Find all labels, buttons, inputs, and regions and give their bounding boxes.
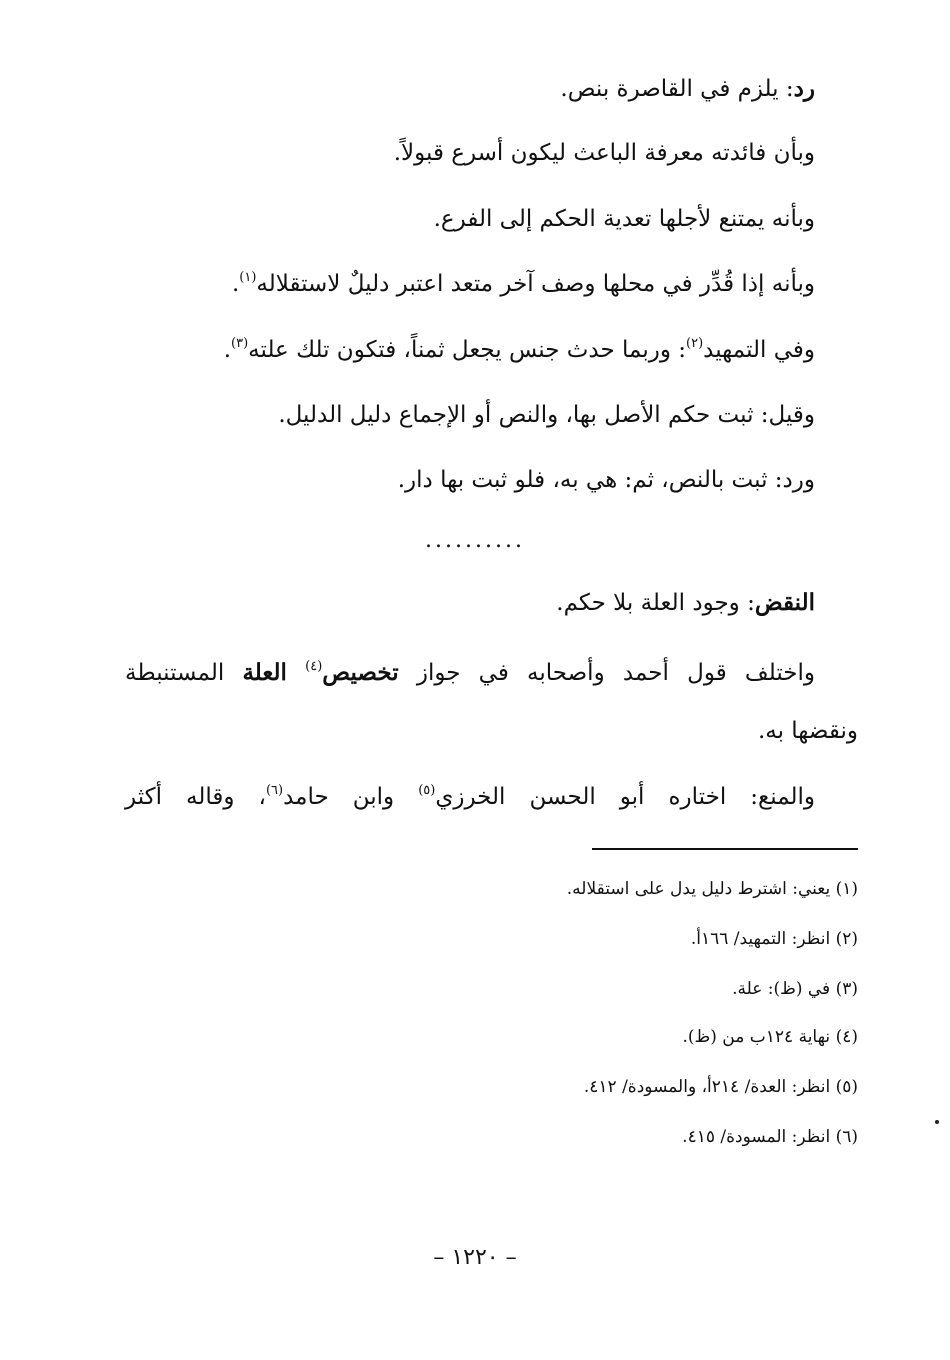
text-span: : يلزم في القاصرة بنص.: [560, 76, 794, 102]
footnote-2: (٢) انظر: التمهيد/ ١٦٦أ.: [690, 929, 858, 949]
footnote-ref-3: (٣): [231, 336, 249, 351]
text-span: واختلف قول أحمد وأصحابه في جواز: [398, 660, 816, 686]
text-line-11: [125, 780, 815, 814]
text-line-6: وقيل: ثبت حكم الأصل بها، والنص أو الإجماع دليل الدليل.: [278, 402, 815, 428]
footnote-ref-4: (٤): [305, 659, 323, 674]
footnote-divider: [592, 848, 858, 850]
footnote-ref-1: (١): [239, 270, 257, 285]
footnote-1: (١) يعني: اشترط دليل يدل على استقلاله.: [566, 879, 858, 899]
text-span: وفي التمهيد: [703, 337, 815, 363]
footnote-ref-2: (٢): [686, 336, 704, 351]
text-span: [287, 660, 305, 686]
page-number: – ١٢٢٠ –: [433, 1245, 517, 1270]
text-line-4: [125, 267, 815, 301]
text-span: ، وقاله أكثر: [125, 784, 266, 810]
text-line-3: وبأنه يمتنع لأجلها تعدية الحكم إلى الفرع.: [433, 206, 815, 232]
text-line-1: [125, 72, 815, 106]
text-line-10: ونقضها به.: [757, 718, 858, 744]
section-heading-naqd: النقض: [754, 589, 815, 616]
text-line-9: [125, 656, 815, 690]
text-span: المستنبطة: [125, 660, 243, 686]
footnote-6: (٦) انظر: المسودة/ ٤١٥.: [682, 1127, 858, 1147]
bold-term-illa: العلة: [242, 659, 287, 686]
text-line-2: وبأن فائدته معرفة الباعث ليكون أسرع قبولاً.: [393, 140, 815, 166]
footnote-ref-5: (٥): [418, 783, 436, 798]
text-line-7: ورد: ثبت بالنص، ثم: هي به، فلو ثبت بها دار.: [397, 467, 815, 493]
reply-label: رد: [793, 75, 815, 102]
text-span: : وربما حدث جنس يجعل ثمناً، فتكون تلك علته: [248, 337, 687, 363]
text-span: وبأنه إذا قُدِّر في محلها وصف آخر متعد اعتبر دليلٌ لاستقلاله: [256, 271, 815, 297]
text-line-5: [125, 333, 815, 367]
text-span: .: [231, 271, 240, 297]
footnote-3: (٣) في (ظ): علة.: [732, 979, 858, 999]
text-span: .: [223, 337, 232, 363]
footnote-ref-6: (٦): [265, 783, 284, 798]
footnote-5: (٥) انظر: العدة/ ٢١٤أ، والمسودة/ ٤١٢.: [583, 1077, 858, 1097]
text-span: والمنع: اختاره أبو الحسن الخرزي: [435, 784, 815, 810]
footnote-4: (٤) نهاية ١٢٤ب من (ظ).: [682, 1027, 858, 1047]
bold-term-takhsis: تخصيص: [322, 659, 399, 686]
text-span: : وجود العلة بلا حكم.: [556, 590, 755, 616]
text-span: وابن حامد: [283, 784, 419, 810]
scan-speck: [935, 1120, 939, 1124]
text-line-8: [125, 586, 815, 620]
section-separator: ..........: [425, 528, 525, 553]
